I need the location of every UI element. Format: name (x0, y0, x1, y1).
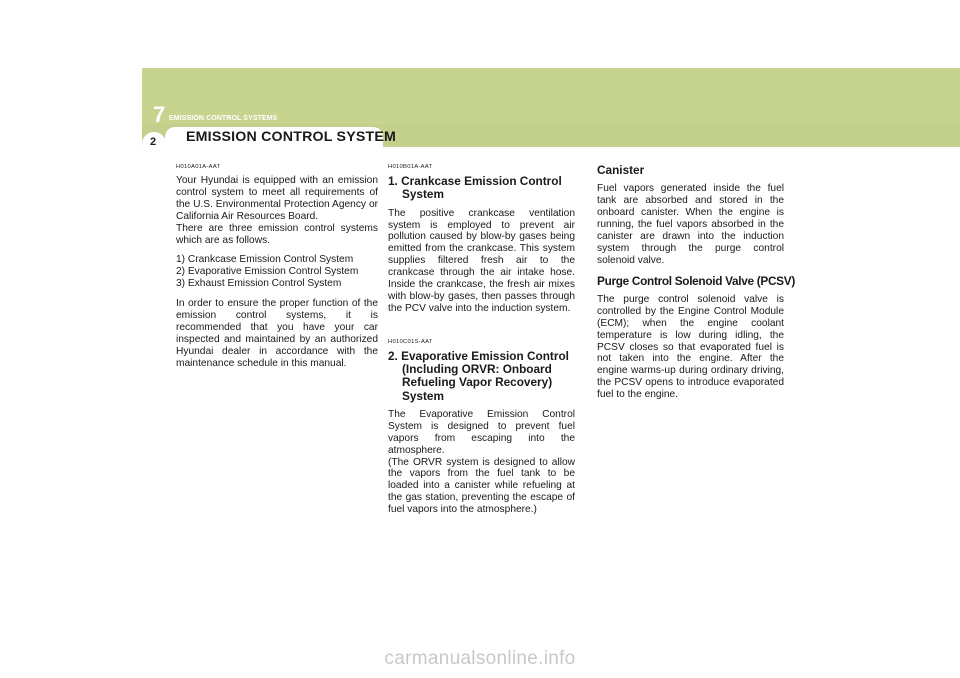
column-1 (176, 164, 378, 378)
intro-paragraph: Your Hyundai is equipped with an emission control system to meet all requirements of the U.S. Environmental Protection Agency or California Air Resources Board. (176, 175, 378, 222)
crankcase-heading: 1. Crankcase Emission Control System (388, 174, 562, 202)
intro-paragraph-2: There are three emission control systems which are as follows. (176, 222, 378, 246)
section-code: H010B01A-AAT (388, 164, 433, 170)
column-2 (388, 164, 575, 524)
canister-heading: Canister (597, 163, 645, 177)
section-code: H010A01A-AAT (176, 164, 221, 170)
chapter-number: 7 (153, 102, 166, 127)
list-item: 2) Evaporative Emission Control System (176, 266, 359, 278)
pcsv-body: The purge control solenoid valve is controlled by the Engine Control Module (ECM); when the engine coolant temperature is low during idling, the PCSV closes so that evaporated fuel is not taken into the engine. After the engine warms-up during ordinary driving, the PCSV opens to introduce evaporated fuel to the engine. (597, 293, 784, 401)
evaporative-body-2: (The ORVR system is designed to allow the vapors from the fuel tank to be loaded into a canister while refueling at the gas station, preventing the escape of fuel vapors into the atmosphere.) (388, 456, 575, 516)
column-3 (597, 163, 795, 409)
outro-paragraph: In order to ensure the proper function of the emission control systems, it is recommended that you have your car inspected and maintained by an authorized Hyundai dealer in accordance with the maintenance schedule in this manual. (176, 298, 378, 369)
systems-list (176, 254, 378, 290)
list-item: 1) Crankcase Emission Control System (176, 254, 354, 266)
section-code: H010C01S-AAT (388, 338, 433, 345)
chapter-title: EMISSION CONTROL SYSTEMS (169, 115, 278, 122)
watermark: carmanualsonline.info (384, 648, 576, 669)
pcsv-heading: Purge Control Solenoid Valve (PCSV) (597, 273, 795, 288)
crankcase-body: The positive crankcase ventilation system is employed to prevent air pollution caused by blow-by gases being emitted from the crankcase. This system supplies filtered fresh air to the crankcase through the air intake hose. Inside the crankcase, the fresh air mixes with blow-by gases, then passes through the PCV valve into the induction system. (388, 207, 575, 314)
canister-body: Fuel vapors generated inside the fuel tank are absorbed and stored in the onboard canister. When the engine is running, the fuel vapors absorbed in the canister are drawn into the induction system through the purge control solenoid valve. (597, 183, 784, 266)
evaporative-heading: 2. Evaporative Emission Control (Including ORVR: Onboard Refueling Vapor Recovery) System (388, 348, 569, 403)
evaporative-body: The Evaporative Emission Control System is designed to prevent fuel vapors from escaping into the atmosphere. (388, 408, 575, 456)
section-title: EMISSION CONTROL SYSTEM (186, 129, 397, 145)
page-number: 2 (150, 136, 157, 148)
list-item: 3) Exhaust Emission Control System (176, 278, 342, 290)
